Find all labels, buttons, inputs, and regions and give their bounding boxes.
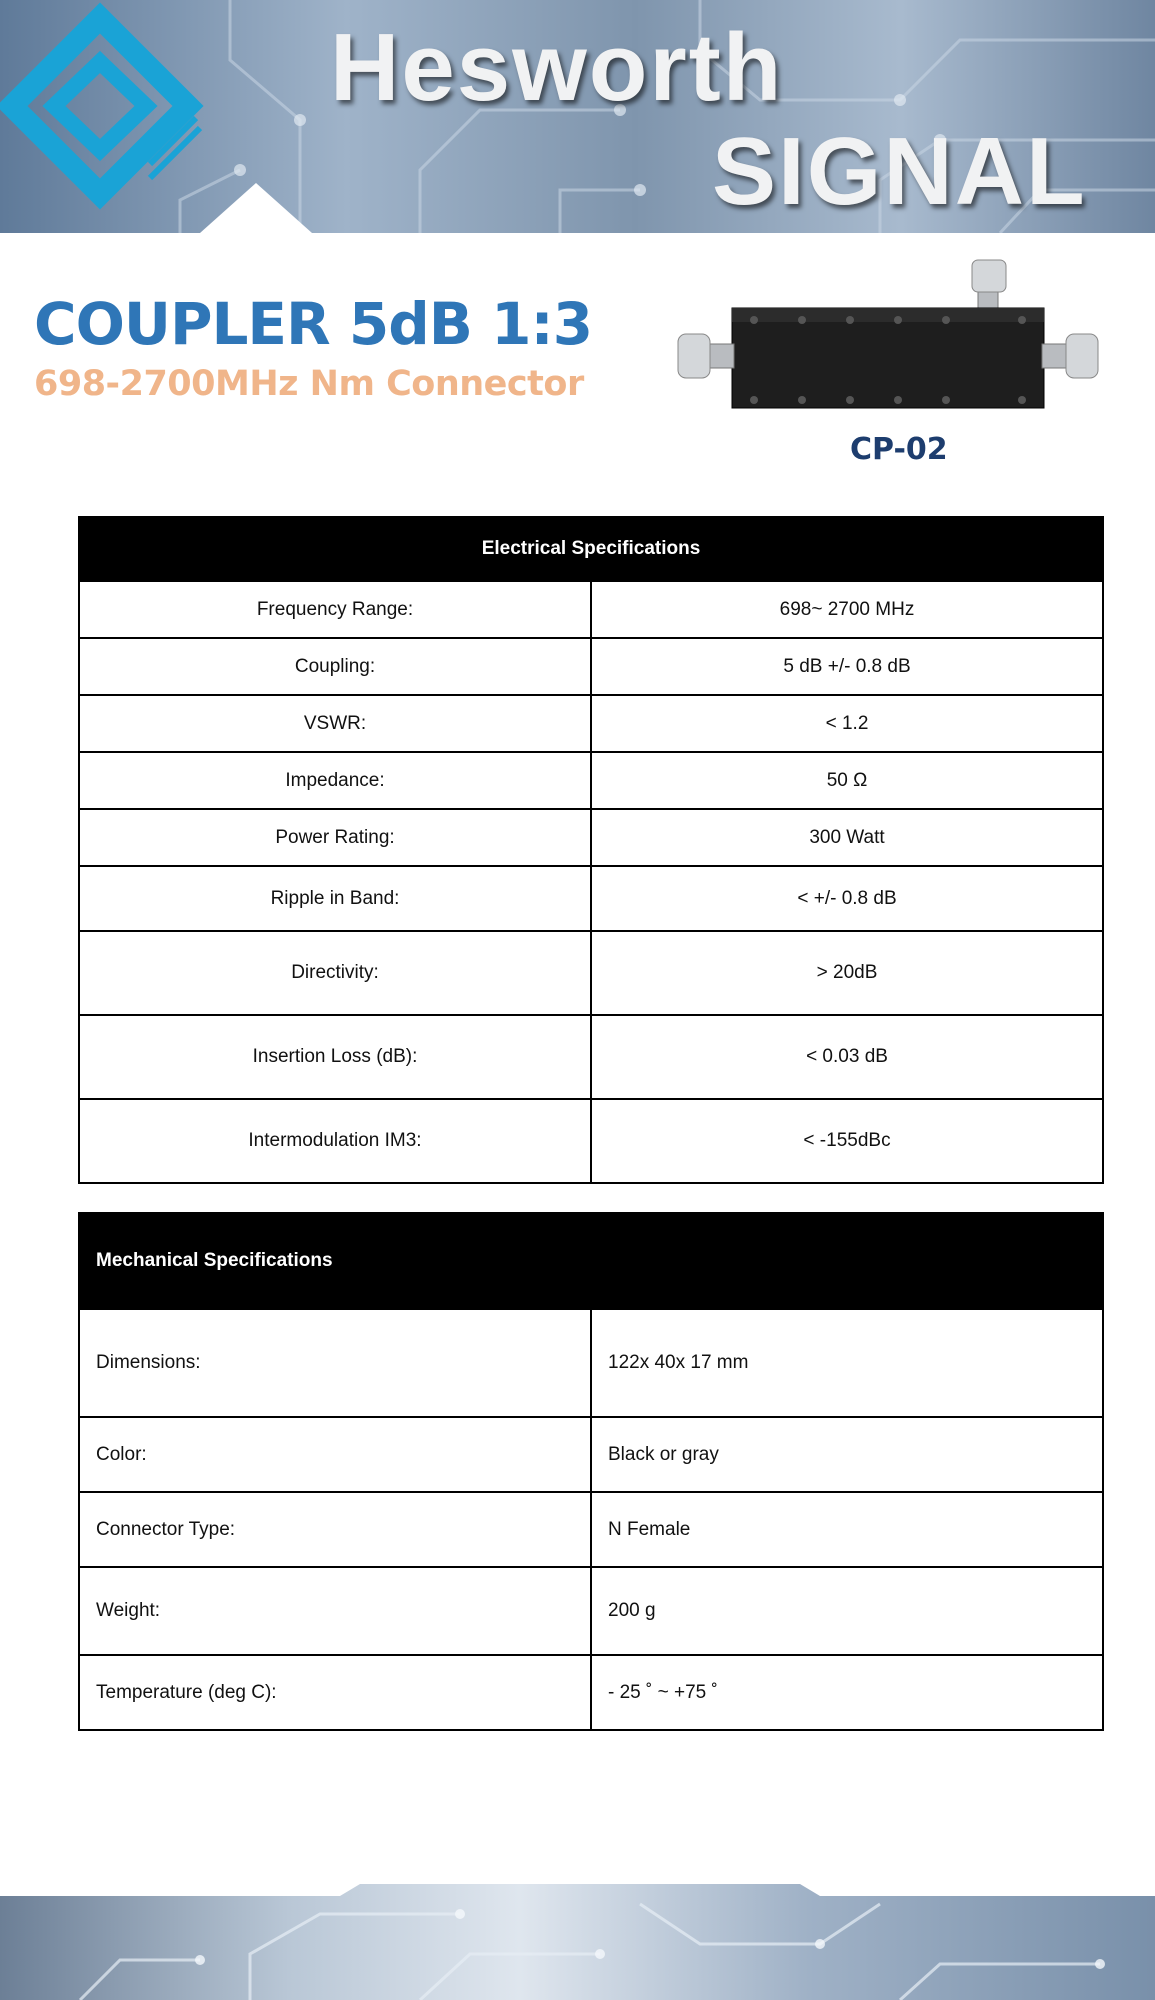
spec-label: Impedance: bbox=[79, 752, 591, 809]
spec-label: Ripple in Band: bbox=[79, 866, 591, 931]
table-header-row bbox=[79, 517, 1103, 581]
model-number: CP-02 bbox=[850, 432, 948, 467]
spec-label: Directivity: bbox=[79, 931, 591, 1015]
coupler-product-image bbox=[672, 250, 1112, 420]
spec-value: < -155dBc bbox=[591, 1099, 1103, 1183]
spec-label: Color: bbox=[79, 1417, 591, 1492]
banner-notch bbox=[200, 183, 312, 233]
spec-value: N Female bbox=[591, 1492, 1103, 1567]
spec-value: 300 Watt bbox=[591, 809, 1103, 866]
spec-value: 50 Ω bbox=[591, 752, 1103, 809]
spec-label: Power Rating: bbox=[79, 809, 591, 866]
electrical-specifications-table bbox=[78, 516, 1104, 1184]
table-row bbox=[79, 581, 1103, 638]
brand-name-line1: Hesworth bbox=[330, 14, 784, 121]
table-row bbox=[79, 1492, 1103, 1567]
logo-diamond-icon bbox=[0, 0, 210, 233]
spec-label: Weight: bbox=[79, 1567, 591, 1655]
spec-label: VSWR: bbox=[79, 695, 591, 752]
product-subtitle: 698-2700MHz Nm Connector bbox=[34, 364, 584, 404]
spec-value: < 1.2 bbox=[591, 695, 1103, 752]
table-row bbox=[79, 1417, 1103, 1492]
spec-value: - 25 ˚ ~ +75 ˚ bbox=[591, 1655, 1103, 1730]
table-row bbox=[79, 638, 1103, 695]
product-title: COUPLER 5dB 1:3 bbox=[34, 290, 593, 358]
mechanical-specifications-header: Mechanical Specifications bbox=[79, 1213, 1103, 1309]
table-row bbox=[79, 1015, 1103, 1099]
spec-label: Dimensions: bbox=[79, 1309, 591, 1417]
spec-value: Black or gray bbox=[591, 1417, 1103, 1492]
table-row bbox=[79, 752, 1103, 809]
spec-label: Coupling: bbox=[79, 638, 591, 695]
brand-name-line2: SIGNAL bbox=[712, 118, 1087, 225]
table-row bbox=[79, 931, 1103, 1015]
spec-value: > 20dB bbox=[591, 931, 1103, 1015]
spec-value: 698~ 2700 MHz bbox=[591, 581, 1103, 638]
table-row bbox=[79, 1309, 1103, 1417]
spec-label: Temperature (deg C): bbox=[79, 1655, 591, 1730]
circuit-board-footer bbox=[0, 1884, 1155, 2000]
header-banner bbox=[0, 0, 1155, 233]
spec-value: < +/- 0.8 dB bbox=[591, 866, 1103, 931]
table-row bbox=[79, 1567, 1103, 1655]
spec-value: 122x 40x 17 mm bbox=[591, 1309, 1103, 1417]
spec-value: 5 dB +/- 0.8 dB bbox=[591, 638, 1103, 695]
table-row bbox=[79, 866, 1103, 931]
spec-value: < 0.03 dB bbox=[591, 1015, 1103, 1099]
electrical-specifications-header: Electrical Specifications bbox=[79, 517, 1103, 581]
table-header-row bbox=[79, 1213, 1103, 1309]
table-row bbox=[79, 1099, 1103, 1183]
spec-label: Intermodulation IM3: bbox=[79, 1099, 591, 1183]
spec-label: Connector Type: bbox=[79, 1492, 591, 1567]
spec-label: Frequency Range: bbox=[79, 581, 591, 638]
spec-label: Insertion Loss (dB): bbox=[79, 1015, 591, 1099]
table-row bbox=[79, 809, 1103, 866]
table-row bbox=[79, 695, 1103, 752]
spec-value: 200 g bbox=[591, 1567, 1103, 1655]
footer-banner bbox=[0, 1884, 1155, 2000]
table-row bbox=[79, 1655, 1103, 1730]
mechanical-specifications-table bbox=[78, 1212, 1104, 1731]
